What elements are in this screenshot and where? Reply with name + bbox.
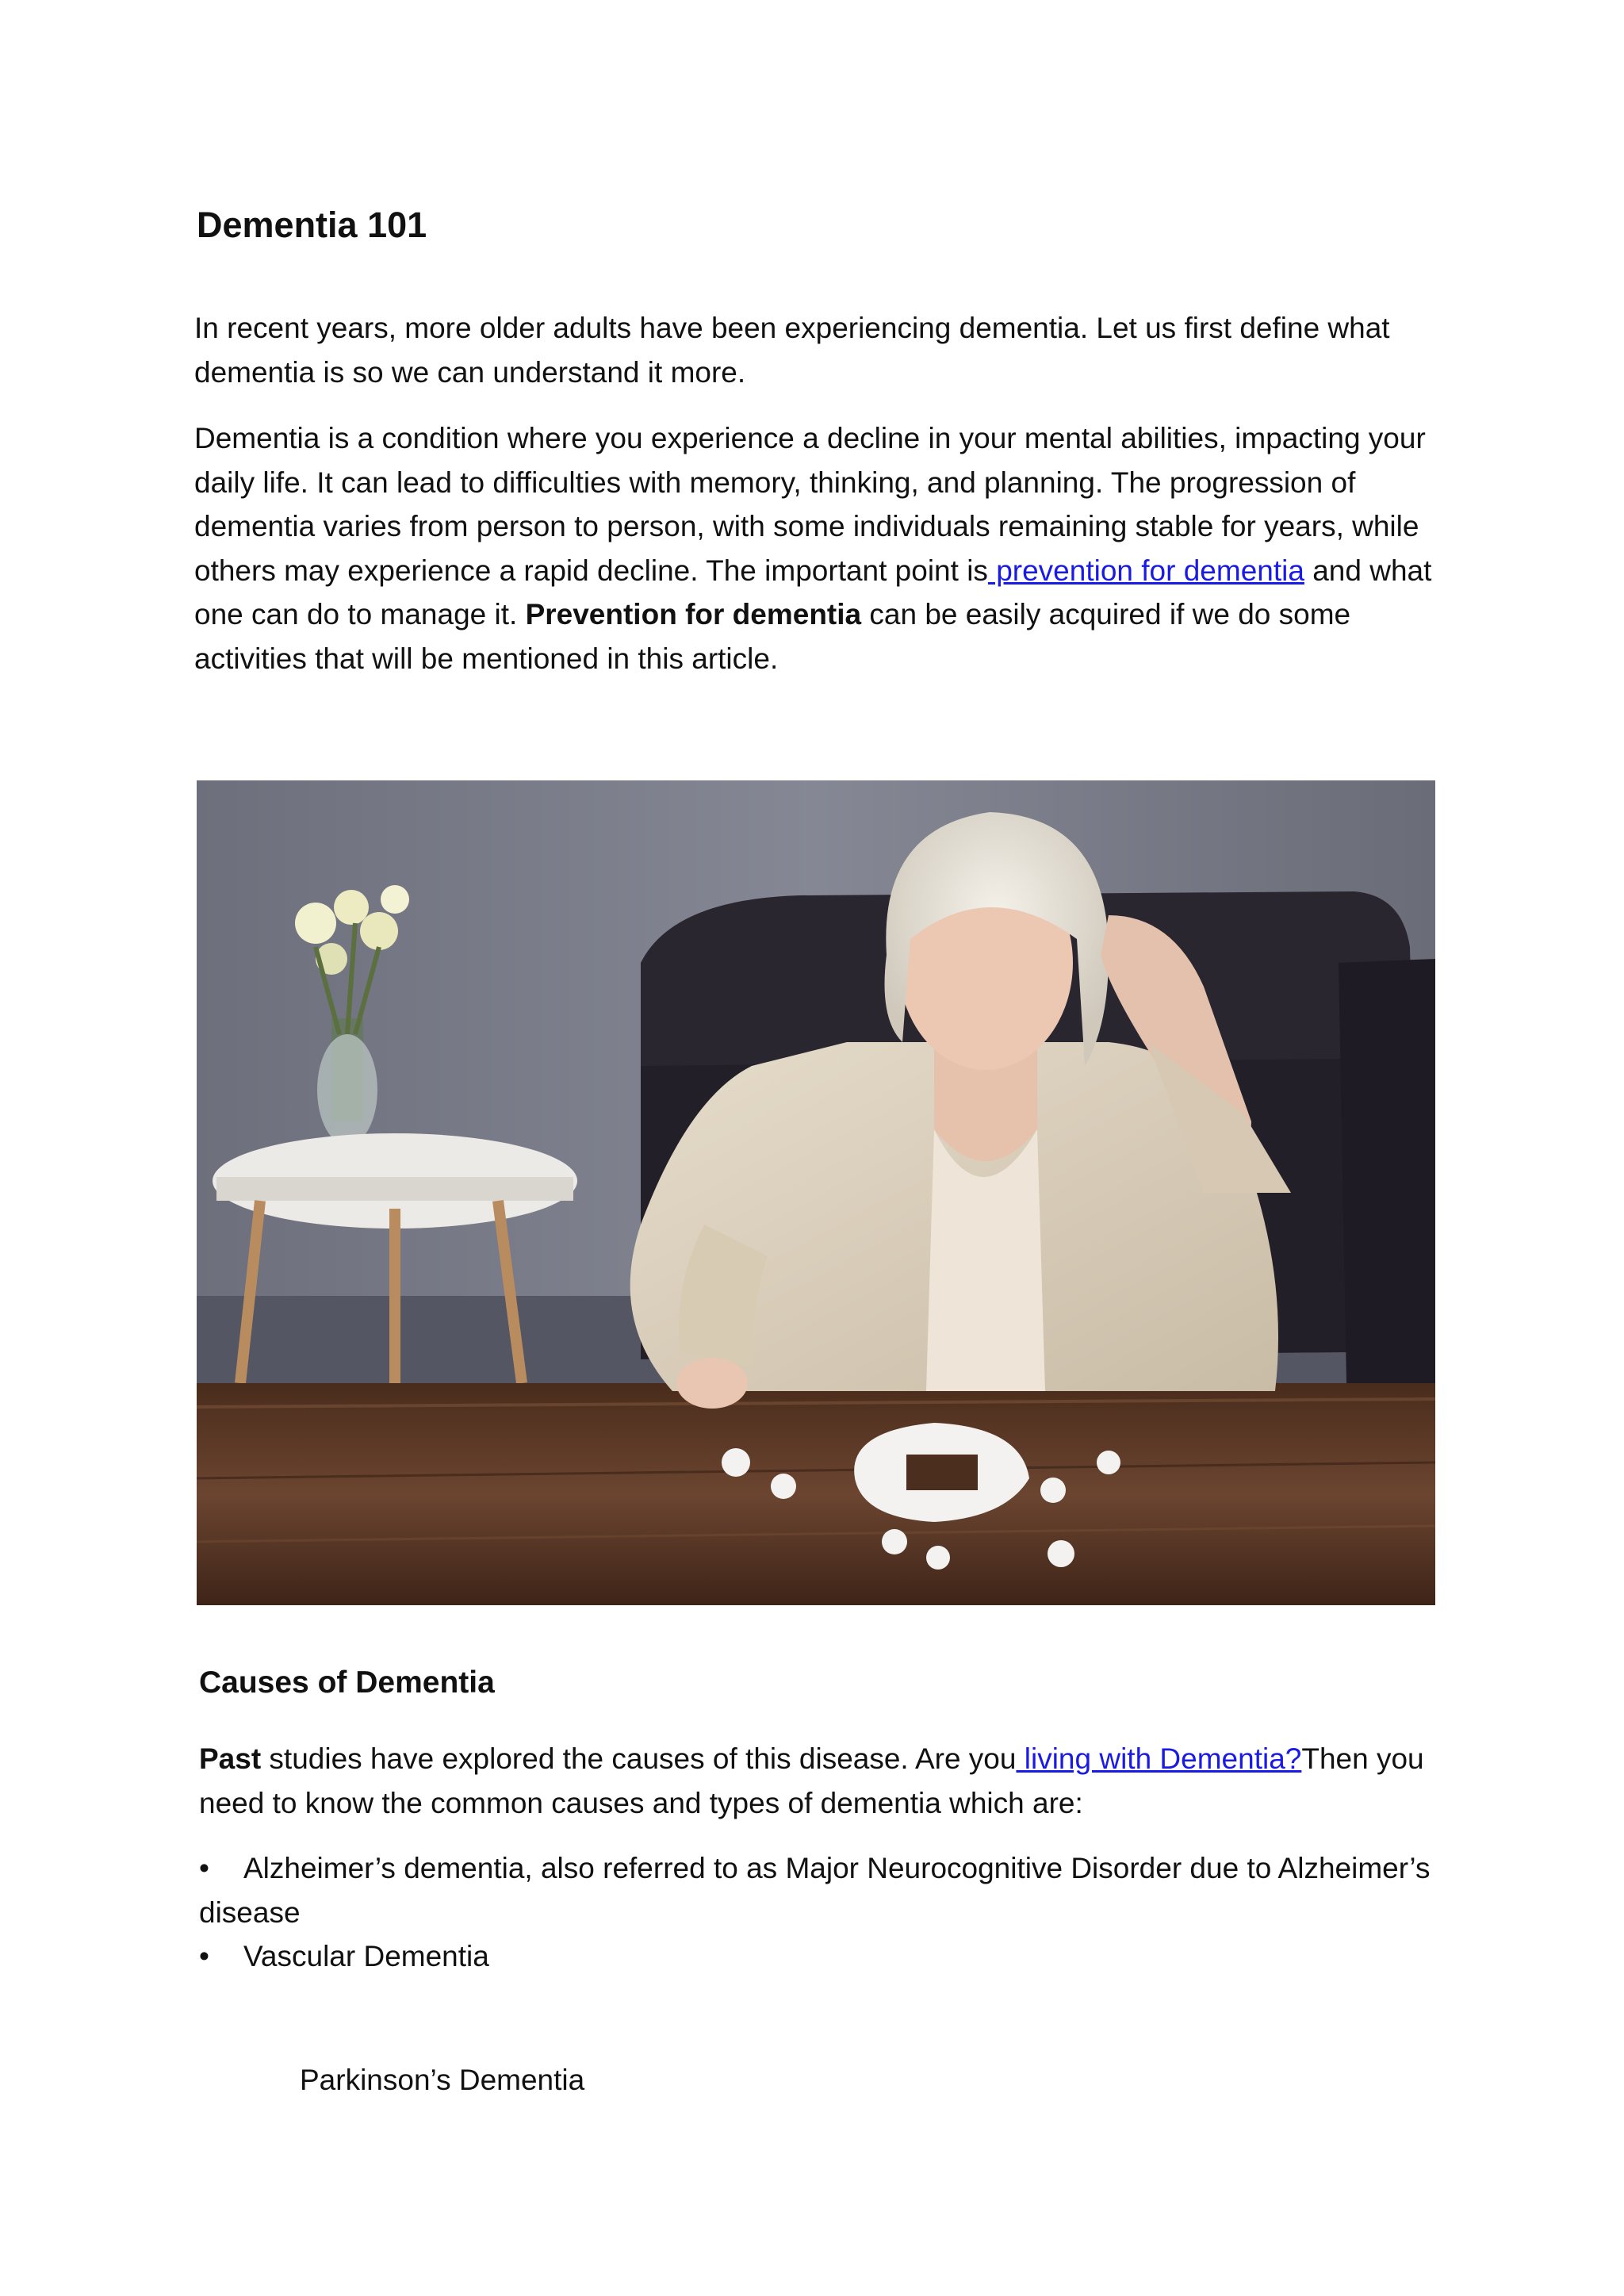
bullet-marker: • [199,1852,209,1884]
intro-text-middle: and what one can do to manage it. [194,554,1432,631]
bullet-marker: • [199,1940,209,1972]
intro-paragraph-2 [194,416,1439,680]
intro-paragraph-1: In recent years, more older adults have been experiencing dementia. Let us first define what dementia is so we can understand it more. [194,312,1390,389]
intro-bold-phrase: Prevention for dementia [525,598,862,631]
causes-heading: Causes of Dementia [199,1665,495,1700]
intro-text-before-link: Dementia is a condition where you experience a decline in your mental abilities, impacting your daily life. It can lead to difficulties with memory, thinking, and planning. The progression of dementia varies from person to person, with some individuals remaining stable for years, while others may experience a rapid decline. The important point is [194,422,1426,587]
intro-text-after: can be easily acquired if we do some activities that will be mentioned in this article. [194,598,1351,675]
page-title: Dementia 101 [197,205,427,245]
elderly-woman-puzzle-photo [197,780,1435,1605]
causes-text-before-link: studies have explored the causes of this disease. Are you [261,1742,1017,1775]
prevention-for-dementia-link[interactable]: prevention for dementia [987,554,1304,587]
photo-illustration [197,780,1435,1605]
living-with-dementia-link[interactable]: living with Dementia? [1016,1742,1302,1775]
list-item-text: Alzheimer’s dementia, also referred to as Major Neurocognitive Disorder due to Alzheimer’s disease [199,1852,1431,1929]
list-item-text: Vascular Dementia [243,1940,489,1972]
causes-text-after-link: Then you need to know the common causes and types of dementia which are: [199,1742,1424,1819]
causes-paragraph [199,1737,1444,1825]
list-item [199,1934,1444,1979]
parkinsons-dementia-item: Parkinson’s Dementia [300,2064,585,2096]
causes-bold-word: Past [199,1742,262,1775]
dementia-types-list [199,1846,1444,1979]
list-item [199,1846,1444,1934]
